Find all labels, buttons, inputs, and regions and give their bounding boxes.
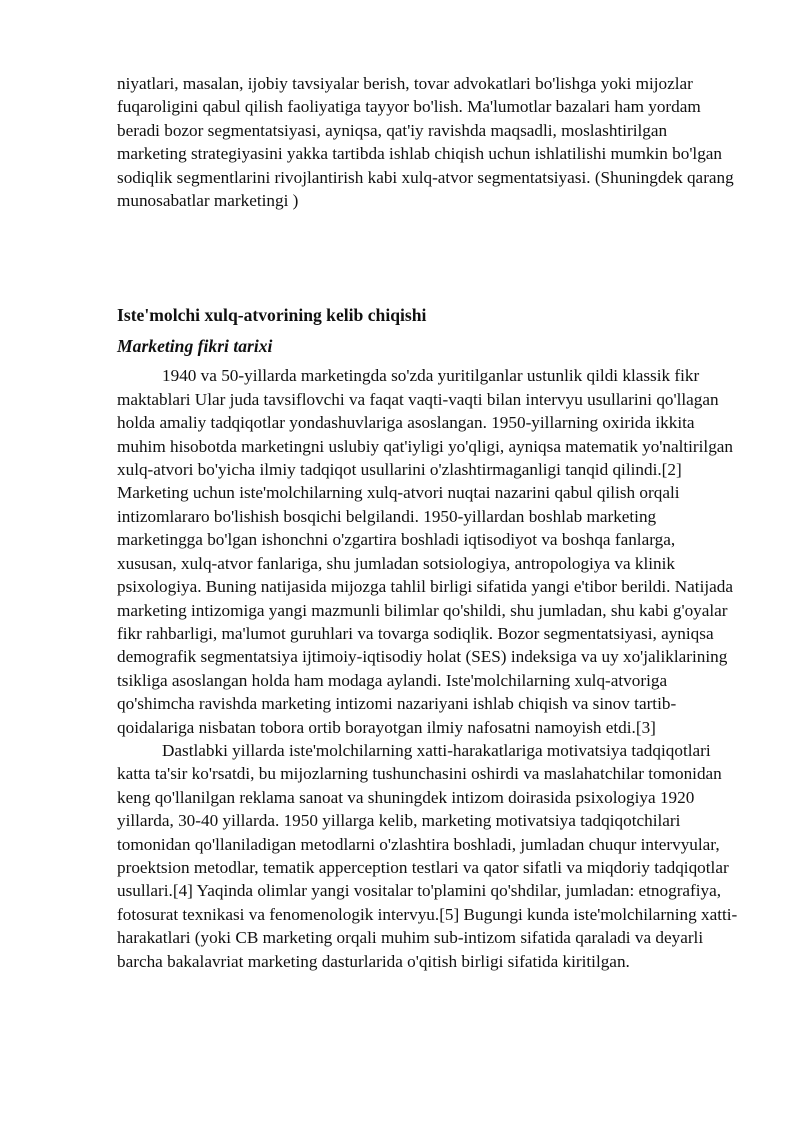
section-heading: Iste'molchi xulq-atvorining kelib chiqishi — [117, 305, 427, 326]
intro-paragraph: niyatlari, masalan, ijobiy tavsiyalar berish, tovar advokatlari bo'lishga yoki mijozlar fuqaroligini qabul qilish faoliyatiga tayyor bo'lish. Ma'lumotlar bazalari ham yordam beradi bozor segmentatsiyasi, ayniqsa, qat'iy ravishda maqsadli, moslashtirilgan marketing strategiyasini yakka tartibda ishlab chiqish uchun ishlatilishi mumkin bo'lgan sodiqlik segmentlarini rivojlantirish kabi xulq-atvor segmentatsiyasi. (Shuningdek qarang munosabatlar marketingi ) — [117, 74, 734, 211]
body-paragraph-2: Dastlabki yillarda iste'molchilarning xatti-harakatlariga motivatsiya tadqiqotlari katta ta'sir ko'rsatdi, bu mijozlarning tushunchasini oshirdi va maslahatchilar tomonidan keng qo'llanilgan reklama sanoat va shuningdek intizom doirasida psixologiya 1920 yillarda, 30-40 yillarda. 1950 yillarga kelib, marketing motivatsiya tadqiqotchilari tomonidan qo'llaniladigan metodlarni o'zlashtira boshladi, jumladan chuqur intervyular, proektsion metodlar, tematik apperception testlari va qator sifatli va miqdoriy tadqiqotlar usullari.[4] Yaqinda olimlar yangi vositalar to'plamini qo'shdilar, jumladan: etnografiya, fotosurat texnikasi va fenomenologik intervyu.[5] Bugungi kunda iste'molchilarning xatti-harakatlari (yoki CB marketing orqali muhim sub-intizom sifatida qaraladi va deyarli barcha bakalavriat marketing dasturlarida o'qitish birligi sifatida kiritilgan. — [117, 740, 738, 971]
body-paragraph-1: 1940 va 50-yillarda marketingda so'zda yuritilganlar ustunlik qildi klassik fikr maktablari Ular juda tavsiflovchi va faqat vaqti-vaqti bilan intervyu usullarini qo'llagan holda amaliy tadqiqotlar yondashuvlariga asoslangan. 1950-yillarning oxirida ikkita muhim hisobotda marketingni uslubiy qat'iyligi yo'qligi, ayniqsa matematik yo'naltirilgan xulq-atvori bo'yicha ilmiy tadqiqot usullarini o'zlashtirmaganligi tanqid qilindi.[2] Marketing uchun iste'molchilarning xulq-atvori nuqtai nazarini qabul qilish orqali intizomlararo bo'lishish bosqichi belgilandi. 1950-yillardan boshlab marketing marketingga bo'lgan ishonchni o'zgartira boshladi iqtisodiyot va boshqa fanlarga, xususan, xulq-atvor fanlariga, shu jumladan sotsiologiya, antropologiya va klinik psixologiya. Buning natijasida mijozga tahlil birligi sifatida yangi e'tibor berildi. Natijada marketing intizomiga yangi mazmunli bilimlar qo'shildi, shu jumladan, shu kabi g'oyalar fikr rahbarligi, ma'lumot guruhlari va tovarga sodiqlik. Bozor segmentatsiyasi, ayniqsa demografik segmentatsiya ijtimoiy-iqtisodiy holat (SES) indeksiga va uy xo'jaliklarining tsikliga asoslangan holda ham modaga aylandi. Iste'molchilarning xulq-atvoriga qo'shimcha ravishda marketing intizomi nazariyani ishlab chiqish va sinov tartib-qoidalariga nisbatan tobora ortib borayotgan ilmiy nafosatni namoyish etdi.[3] — [117, 366, 734, 737]
subsection-heading: Marketing fikri tarixi — [117, 336, 273, 357]
section-spacer — [117, 212, 739, 304]
document-page — [117, 72, 739, 973]
